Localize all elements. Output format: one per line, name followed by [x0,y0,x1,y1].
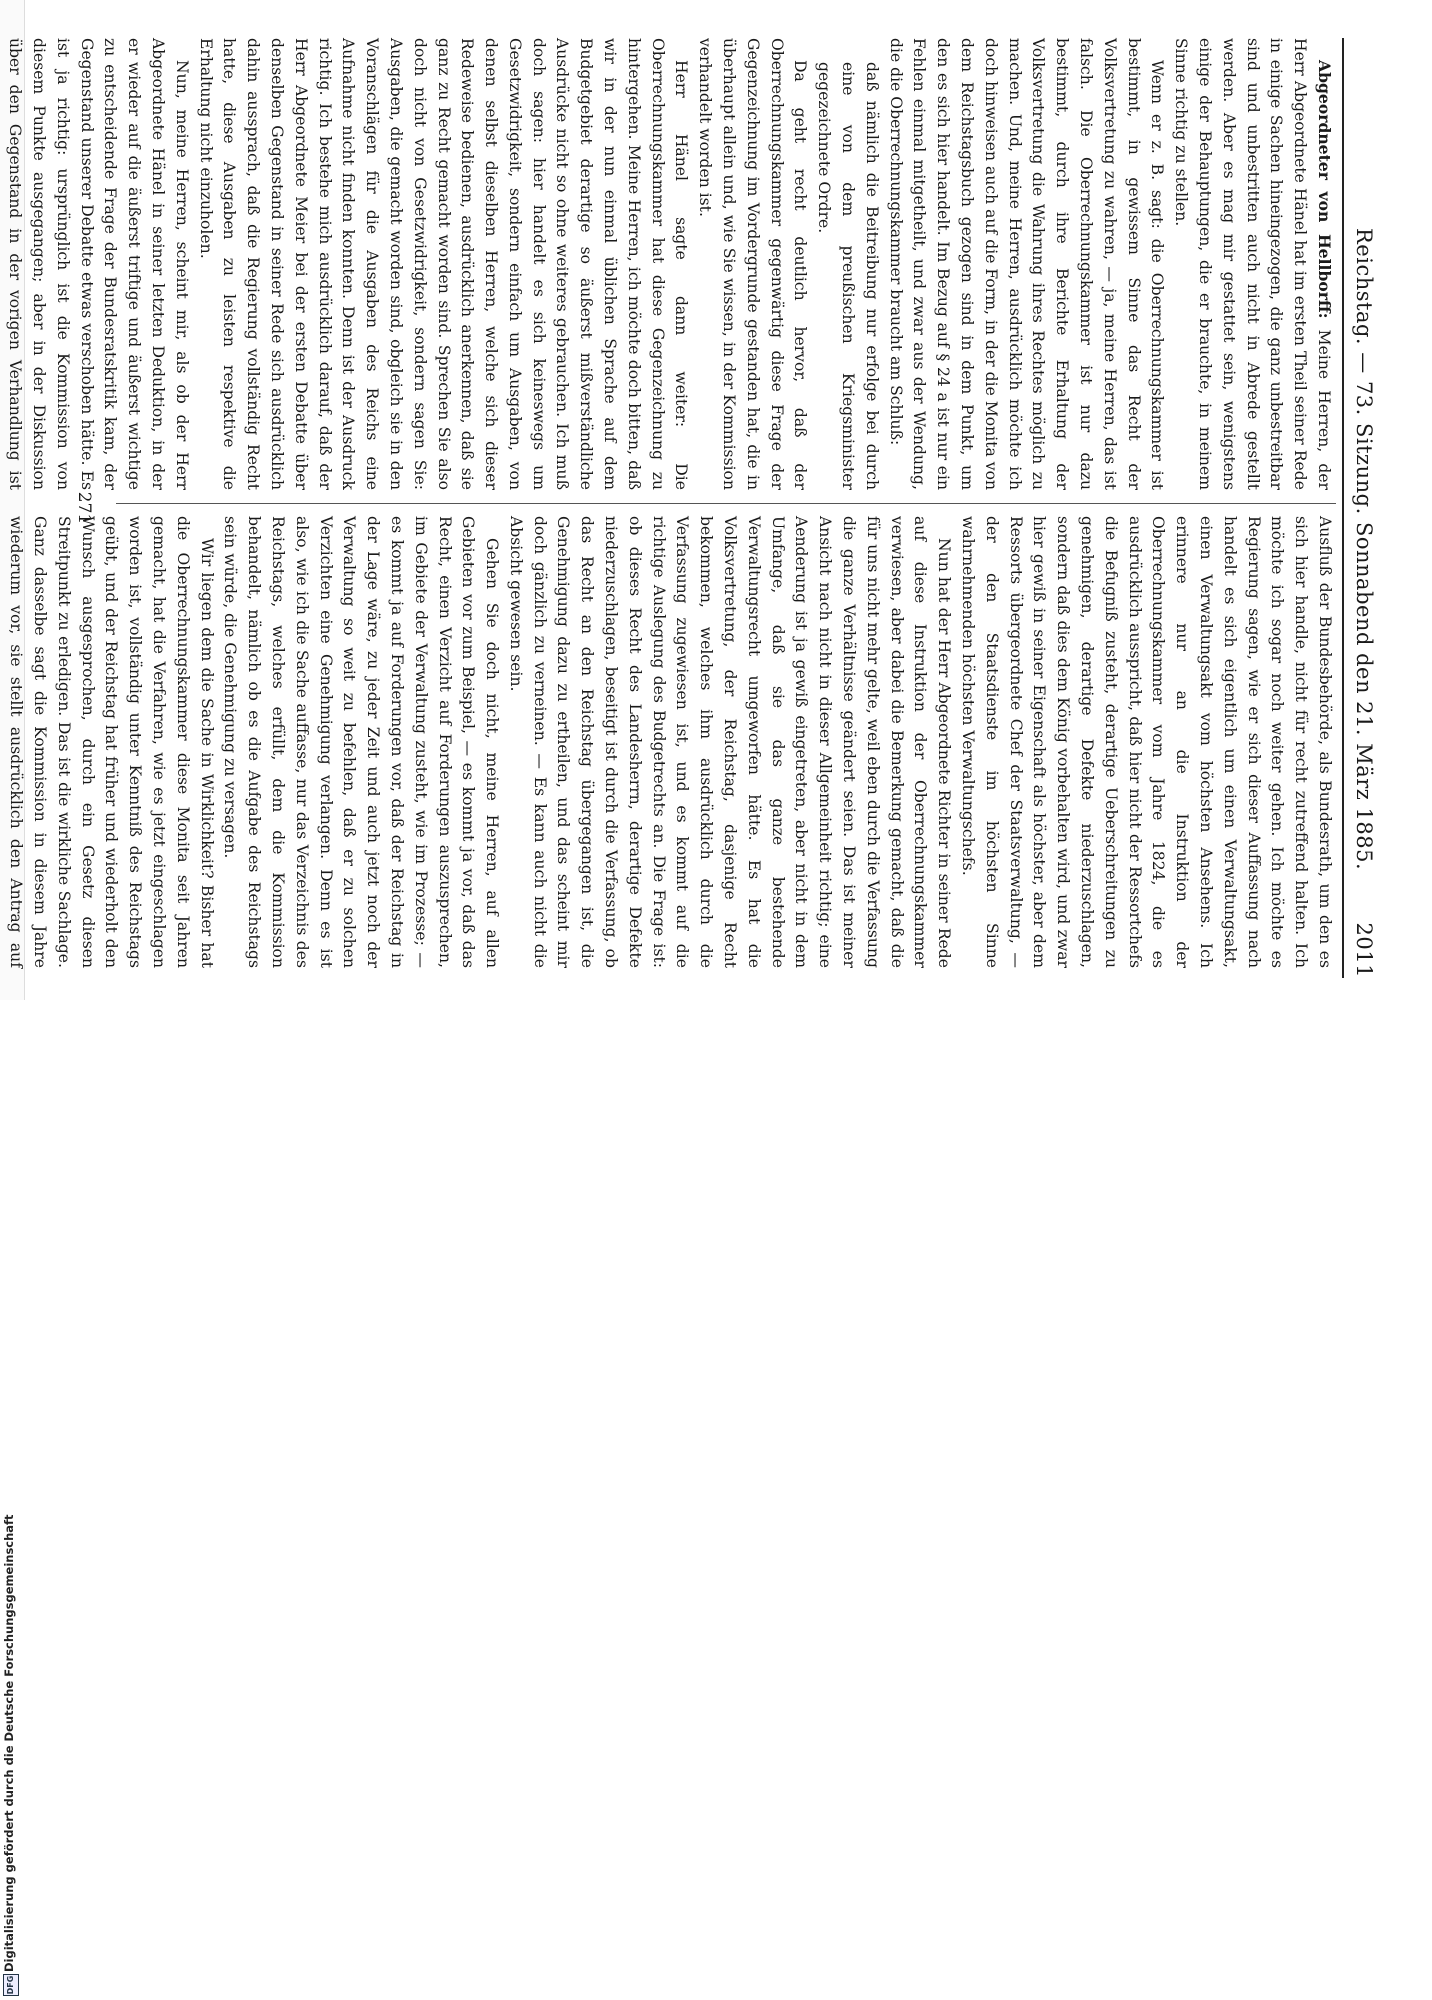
page-title: Reichstag. — 73. Sitzung. Sonnabend den 21. März 1885. [1352,228,1376,871]
paragraph: Nun, meine Herren, scheint mir, als ob der Herr Abgeordnete Hänel in seiner letzten Deduktion, in der er wieder auf die äußerst triftige und äußerst wichtige zu entscheidende Frage der Bundesratskritik kam, der Gegenstand unserer Debatte etwas verschoben hätte. Es ist ja richtig: ursprünglich ist die Kommission von diesem Punkte ausgegangen; aber in der Diskussion über den Gegenstand in der vorigen Verhandlung ist [6,38,191,490]
paragraph: Wir liegen dem die Sache in Wirklichkeit? Bisher hat die Oberrechnungskammer diese Monita seit Jahren gemacht, hat die Verfahren, wie es jetzt eingeschlagen worden ist, vollständig unter Kenntniß des Reichstags geübt, und der Reichstag hat früher und wiederholt den Wunsch ausgesprochen, durch ein Gesetz diesen Streitpunkt zu erledigen. Das ist die wirkliche Sachlage. Ganz dasselbe sagt die Kommission in diesem Jahre wiederum vor, sie stellt ausdrücklich den Antrag auf [7,516,216,968]
paragraph: Da geht recht deutlich hervor, daß der Oberrechnungskammer gegenwärtig diese Frage der Gegenzeichnung im Vordergrunde gestanden hat, die in überhaupt allein und, wie Sie wissen, in der Kommission verhandelt worden ist. [696,38,810,490]
paragraph: Ausfluß der Bundesbehörde, als Bundesrath, um den es sich hier handle, nicht für recht zutreffend halten. Ich möchte ich sogar noch weiter gehen. Ich möchte es Regierung sagen, wie er sich dieser Auffassung nach handelt es sich eigentlich um einen Verwaltungsakt, einen Verwaltungsakt vom höchsten Ansehens. Ich erinnere nur an die Instruktion der Oberrechnungskammer vom Jahre 1824, die es ausdrücklich ausspricht, daß hier nicht der Ressortchefs die Befugniß zusteht, derartige Ueberschreitungen zu genehmigen, derartige Defekte niederzuschlagen, sondern daß dies dem König vorbehalten wird, und zwar hier gewiß in seiner Eigenschaft als höchster, aber dem Ressorts übergeordnete Chef der Staatsverwaltung, — der den Staatsdienste im höchsten Sinne wahrnehmenden höchsten Verwaltungschefs. [959,516,1334,968]
paragraph-text: Meine Herren, der Herr Abgeordnete Hänel hat im ersten Theil seiner Rede in einige Sachen hineingezogen, die ganz unbestreitbar sind und unbestritten auch nicht in Abrede gestellt werden. Aber es mag mir gestattet sein, wenigstens einige der Behauptungen, die er brauchte, in meinem Sinne richtig zu stellen. [1172,38,1333,491]
speaker-name: Abgeordneter von Hellborff: [1315,60,1334,319]
right-column [7,516,1336,968]
column-divider [116,503,1336,504]
page-header [1346,38,1380,978]
left-column [6,38,1336,491]
page-number: 2011 [1352,922,1376,978]
quote: daß nämlich die Beitreibung nur erfolge bei durch eine von dem preußischen Kriegsminister gegezeichnete Ordre. [815,62,881,490]
paragraph: Herr Hänel sagte dann weiter: Die Oberrechnungskammer hat diese Gegenzeichnung zu hintergehen. Meine Herren, ich möchte doch bitten, daß wir in der nun einmal üblichen Sprache auf dem Budgetgebiet derartige so äußerst mißverständliche Ausdrücke nicht so ohne weiteres gebrauchen. Ich muß doch sagen: hier handelt es sich keineswegs um Gesetzwidrigkeit, sondern einfach um Ausgaben, von denen selbst dieselben Herren, welche sich dieser Redeweise bedienen, ausdrücklich anerkennen, daß sie ganz zu Recht gemacht worden sind. Sprechen Sie also doch nicht von Gesetzwidrigkeit, sondern sagen Sie: Ausgaben, die gemacht worden sind, obgleich sie in den Voranschlägen für die Ausgaben des Reichs eine Aufnahme nicht finden konnten. Denn ist der Ausdruck richtig. Ich bestehe mich ausdrücklich darauf, daß der Herr Abgeordnete Meier bei der ersten Debatte über denselben Gegenstand in seiner Rede sich ausdrücklich dahin aussprach, daß die Regierung vollständig Recht hatte, diese Ausgaben zu leisten respektive die Erhaltung nicht einzuholen. [196,38,691,490]
footer [0,1000,22,2000]
paragraph: Gehen Sie doch nicht, meine Herren, auf allen Gebieten vor zum Beispiel, — es kommt ja vor, daß das Recht, einen Verzicht auf Forderungen auszusprechen, im Gebiete der Verwaltung zusteht, wie im Prozesse; — es kommt ja auf Forderungen vor, daß der Reichstag in der Lage wäre, zu jeder Zeit und auch jetzt noch der Verwaltung so weit zu befehlen, daß er zu solchen Verzichten eine Genehmigung verlangen. Denn es ist also, wie ich die Sache auffasse, nur das Verzeichnis des Reichstags, welches erfüllt, dem die Kommission behandelt, nämlich ob es die Aufgabe des Reichstags sein würde, die Genehmigung zu versagen. [221,516,502,968]
header-rule [1342,38,1344,978]
paragraph: Nun hat der Herr Abgeordnete Richter in seiner Rede auf diese Instruktion der Oberrechnungskammer verwiesen, aber dabei die Bemerkung gemacht, daß die für uns nicht mehr gelte, weil eben durch die Verfassung die ganze Verhältnisse geändert seien. Das ist meiner Ansicht nach nicht in dieser Allgemeinheit richtig; eine Aenderung ist ja gewiß eingetreten, aber nicht in dem Umfange, daß sie das ganze bestehende Verwaltungsrecht umgeworfen hätte. Es hat die Volksvertretung, der Reichstag, dasjenige Recht bekommen, welches ihm ausdrücklich durch die Verfassung zugewiesen ist, und es kommt auf die richtige Auslegung des Budgetrechts an. Die Frage ist: ob dieses Recht des Landesherrn, derartige Defekte niederzuschlagen, beseitigt ist durch die Verfassung, ob das Recht an den Reichstag übergegangen ist, die Genehmigung dazu zu ertheilen, und das scheint mir doch gänzlich zu verneinen. — Es kann auch nicht die Absicht gewesen sein. [506,516,954,968]
dfg-logo: DFG [3,1974,19,1996]
paragraph [1168,38,1336,490]
rotated-page [6,38,1380,978]
paragraph: Wenn er z. B. sagt: die Oberrechnungskammer ist bestimmt, in gewissem Sinne das Recht der Volksvertretung zu wahren, — ja, meine Herren, das ist falsch. Die Oberrechnungskammer ist nur dazu bestimmt, durch ihre Berichte Erhaltung der Volksvertretung die Wahrung ihres Rechtes möglich zu machen. Und, meine Herren, ausdrücklich möchte ich doch hinweisen auch auf die Form, in der die Monita von dem Reichstagsbuch gezogen sind in dem Punkt, um den es sich hier handelt. Im Bezug auf § 24 a ist nur ein Fehlen einmal mitgetheilt, und zwar aus der Wendung, die die Oberrechnungskammer braucht am Schluß: [886,38,1167,490]
footer-credit: Digitalisierung gefördert durch die Deutsche Forschungsgemeinschaft [2,1514,16,1972]
page-signature: 271 [74,491,94,525]
